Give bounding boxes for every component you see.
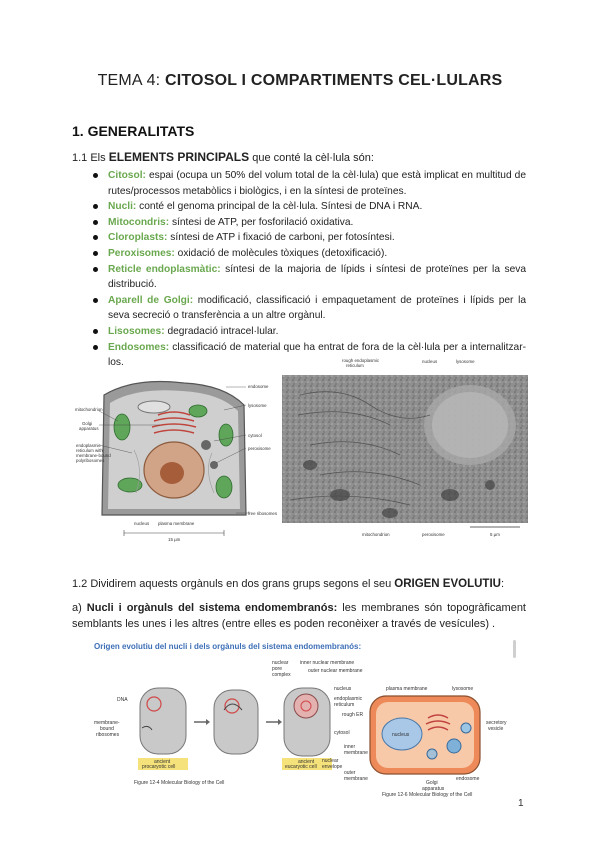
label-outer-nm: outer nuclear membrane — [308, 668, 363, 674]
label-golgi-2: apparatus — [79, 426, 99, 431]
label-golgi: Golgi — [82, 421, 93, 426]
label-mitochondrion-em: mitochondrion — [362, 532, 390, 537]
item-term: Mitocondris: — [108, 216, 170, 228]
label-er-3: membrane-bound — [76, 453, 111, 458]
label-ancient-prok-1: ancient — [154, 759, 171, 765]
label-lysosome-3: lysosome — [452, 686, 474, 692]
bullet-icon — [93, 298, 98, 303]
label-er-1: endoplasmic — [76, 443, 101, 448]
label-ancient-euk-1: ancient — [298, 759, 315, 765]
evolution-diagram — [82, 638, 514, 800]
bullet-icon — [93, 204, 98, 209]
item-text: espai (ocupa un 50% del volum total de la cèl·lula) que està implicat en multitud de rutes/processos metabòlics i biològics, i en la síntesi de proteïnes. — [108, 170, 526, 197]
label-scale: 15 µm — [168, 537, 181, 542]
intro-prefix: 1.1 Els — [72, 152, 109, 164]
bullet-icon — [93, 251, 98, 256]
label-mitochondrion: mitochondrion — [75, 407, 103, 412]
label-secretory-2: vesicle — [488, 726, 504, 732]
s12-bold: ORIGEN EVOLUTIU — [394, 578, 501, 590]
label-ancient-euk-2: eucaryotic cell — [285, 764, 317, 770]
label-peroxisome: peroxisome — [248, 446, 271, 451]
item-term: Cloroplasts: — [108, 232, 168, 244]
bullet-icon — [93, 345, 98, 350]
section-a — [72, 600, 526, 632]
label-free-ribosomes: free ribosomes — [248, 511, 278, 516]
item-term: Peroxisomes: — [108, 247, 175, 259]
list-item — [93, 199, 526, 215]
label-rough-er-1: rough endoplasmic — [342, 358, 380, 363]
item-text: síntesi de ATP i fixació de carboni, per fotosíntesi. — [167, 232, 395, 244]
intro-line — [72, 150, 374, 164]
list-item — [93, 293, 526, 324]
label-endosome-3: endosome — [456, 776, 480, 782]
bullet-icon — [93, 173, 98, 178]
list-item — [93, 215, 526, 231]
s12-prefix: 1.2 Dividirem aquests orgànuls en dos grans grups segons el seu — [72, 578, 395, 590]
label-er-3a: endoplasmic — [334, 696, 363, 702]
label-mb-ribosomes-3: ribosomes — [96, 732, 120, 738]
electron-micrograph — [280, 355, 530, 540]
label-nuclear-pore-2: pore — [272, 666, 283, 672]
label-er-4: polyribosomes — [76, 458, 105, 463]
page-number: 1 — [518, 798, 524, 809]
label-er-3b: reticulum — [334, 702, 355, 708]
label-nucleus-3: nucleus — [334, 686, 352, 692]
item-term: Citosol: — [108, 170, 146, 181]
item-term: Nucli: — [108, 201, 137, 213]
intro-suffix: que conté la cèl·lula són: — [249, 152, 374, 164]
item-term: Aparell de Golgi: — [108, 294, 194, 306]
figure-caption-right: Figure 12-6 Molecular Biology of the Cell — [382, 792, 473, 798]
label-mb-ribosomes-1: membrane- — [94, 720, 120, 726]
label-inner-membrane-2: membrane — [344, 750, 368, 756]
label-cytosol: cytosol — [248, 433, 262, 438]
label-outer-membrane-1: outer — [344, 770, 356, 776]
sa-bold: Nucli i orgànuls del sistema endomembranós: — [86, 602, 338, 614]
label-mb-ribosomes-2: bound — [100, 726, 114, 732]
list-item — [93, 262, 526, 293]
figure-title: Origen evolutiu del nucli i dels orgànuls del sistema endomembranós: — [94, 642, 362, 651]
section-heading: 1. GENERALITATS — [72, 123, 195, 139]
label-outer-membrane-2: membrane — [344, 776, 368, 782]
item-term: Endosomes: — [108, 341, 170, 353]
bullet-icon — [93, 329, 98, 334]
bullet-icon — [93, 267, 98, 272]
animal-cell-diagram — [74, 375, 278, 545]
label-golgi-3b: apparatus — [422, 786, 445, 792]
label-inner-membrane-1: inner — [344, 744, 356, 750]
list-item — [93, 168, 526, 199]
item-text: degradació intracel·lular. — [164, 325, 279, 337]
bullet-icon — [93, 220, 98, 225]
label-rough-er-3: rough ER — [342, 712, 364, 718]
sa-text: les membranes són topogràficament semblants les unes i les altres (entre elles es poden reconèixer a través de vesícules) . — [72, 602, 526, 630]
evolution-figure — [82, 638, 514, 800]
label-nuclear-pore-1: nuclear — [272, 660, 289, 666]
label-nucleus: nucleus — [134, 521, 150, 526]
label-lysosome-em: lysosome — [456, 359, 475, 364]
label-dna: DNA — [117, 697, 128, 703]
intro-bold: ELEMENTS PRINCIPALS — [108, 150, 250, 164]
label-nucleus-4: nucleus — [392, 732, 410, 738]
label-endosome: endosome — [248, 384, 269, 389]
label-peroxisome-em: peroxisome — [422, 532, 445, 537]
label-nucleus-em: nucleus — [422, 359, 438, 364]
list-item — [93, 246, 526, 262]
label-secretory-1: secretory — [486, 720, 507, 726]
item-text: oxidació de molècules tòxiques (detoxificació). — [174, 247, 388, 259]
item-term: Lisosomes: — [108, 325, 165, 337]
list-item — [93, 324, 526, 340]
title-main: CITOSOL I COMPARTIMENTS CEL·LULARS — [164, 72, 503, 89]
page-title — [0, 72, 600, 90]
label-nuclear-env-2: envelope — [322, 764, 343, 770]
bullet-icon — [93, 235, 98, 240]
scroll-handle[interactable] — [513, 640, 516, 658]
list-item — [93, 230, 526, 246]
item-text: síntesi de ATP, per fosforilació oxidativa. — [169, 216, 354, 228]
label-scale-em: 5 µm — [490, 532, 500, 537]
s12-suffix: : — [500, 578, 505, 590]
label-golgi-3a: Golgi — [426, 780, 438, 786]
label-ancient-prok-2: procaryotic cell — [142, 764, 176, 770]
item-text: conté el genoma principal de la cèl·lula. Síntesi de DNA i RNA. — [136, 201, 423, 213]
title-prefix: TEMA 4: — [97, 72, 165, 89]
label-inner-nm: inner nuclear membrane — [300, 660, 355, 666]
label-nuclear-env-1: nuclear — [322, 758, 339, 764]
label-cytosol-3: cytosol — [334, 730, 350, 736]
label-rough-er-2: reticulum — [346, 363, 364, 368]
section-1-2 — [72, 578, 504, 590]
label-plasma-membrane-3: plasma membrane — [386, 686, 428, 692]
label-lysosome: lysosome — [248, 403, 267, 408]
figure-caption-left: Figure 12-4 Molecular Biology of the Cell — [134, 780, 225, 786]
label-er-2: reticulum with — [76, 448, 103, 453]
label-nuclear-pore-3: complex — [272, 672, 291, 678]
item-text: classificació de material que ha entrat de fora de la cèl·lula per a internalitzar-los. — [108, 341, 526, 369]
item-term: Reticle endoplasmàtic: — [108, 263, 221, 275]
label-plasma-membrane: plasma membrane — [158, 521, 195, 526]
sa-prefix: a) — [72, 602, 87, 614]
element-list — [93, 168, 526, 371]
item-text: síntesi de la majoria de lípids i síntesi de proteïnes per la seva distribució. — [108, 263, 527, 291]
item-text: modificació, classificació i empaquetament de proteïnes i lípids per la seva secreció o transferència a un altre orgànul. — [108, 294, 526, 322]
